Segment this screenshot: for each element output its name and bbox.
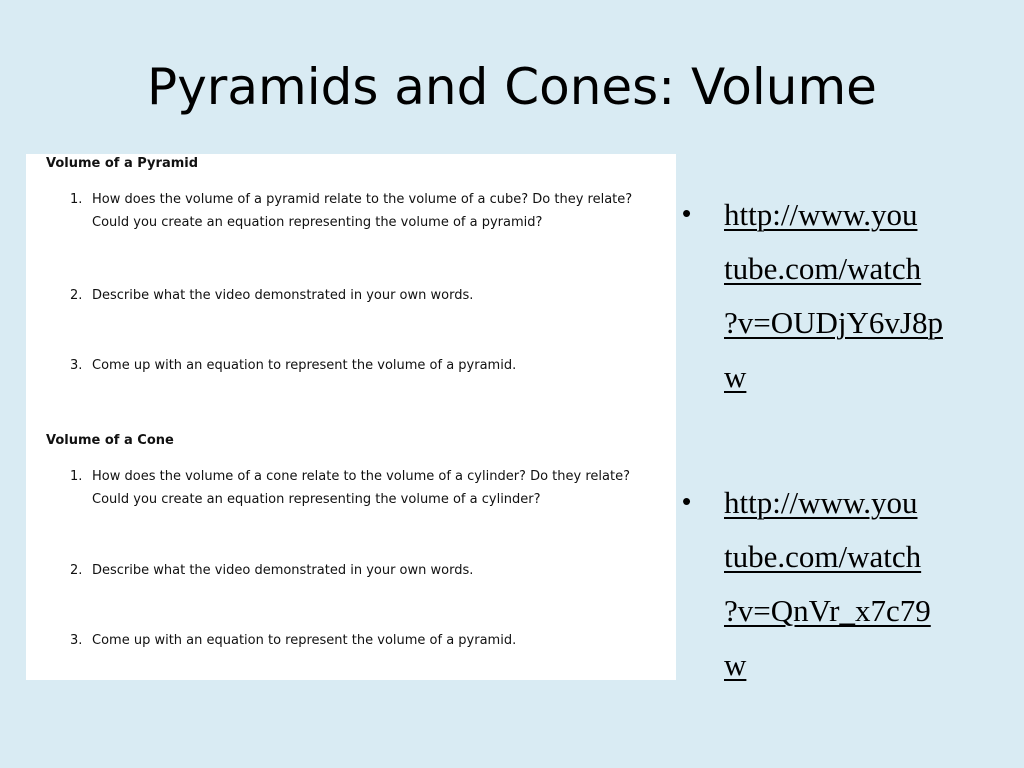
question-number: 1. [70,192,83,207]
link-line: http://www.you [724,485,918,520]
link-line: http://www.you [724,197,918,232]
link-line: w [724,647,747,682]
video-link-2[interactable] [724,476,964,692]
pyramid-question-2 [70,284,640,307]
question-number: 1. [70,469,83,484]
question-text: How does the volume of a cone relate to the volume of a cylinder? Do they relate? Could you create an equation representing the volume of a cylinder? [92,469,630,507]
question-text: Describe what the video demonstrated in your own words. [92,563,474,578]
link-line: w [724,359,747,394]
pyramid-question-3 [70,354,640,377]
bullet-icon: • [682,486,692,516]
link-line: ?v=OUDjY6vJ8p [724,305,943,340]
bullet-icon: • [682,198,692,228]
video-link-1[interactable] [724,188,964,404]
question-number: 2. [70,563,83,578]
question-number: 2. [70,288,83,303]
video-link-item-2 [682,476,1012,692]
link-line: tube.com/watch [724,251,922,286]
slide-title: Pyramids and Cones: Volume [147,58,877,116]
cone-section-heading: Volume of a Cone [46,433,174,448]
link-line: tube.com/watch [724,539,922,574]
question-number: 3. [70,633,83,648]
question-text: How does the volume of a pyramid relate to the volume of a cube? Do they relate? Could you create an equation representing the volume of a pyramid? [92,192,633,230]
worksheet-image [26,154,676,680]
question-text: Come up with an equation to represent the volume of a pyramid. [92,358,517,373]
cone-question-3 [70,629,640,652]
link-line: ?v=QnVr_x7c79 [724,593,931,628]
question-text: Describe what the video demonstrated in your own words. [92,288,474,303]
video-link-item-1 [682,188,1012,404]
question-number: 3. [70,358,83,373]
question-text: Come up with an equation to represent the volume of a pyramid. [92,633,517,648]
cone-question-1 [70,465,640,511]
pyramid-section-heading: Volume of a Pyramid [46,156,199,171]
cone-question-2 [70,559,640,582]
pyramid-question-1 [70,188,640,234]
